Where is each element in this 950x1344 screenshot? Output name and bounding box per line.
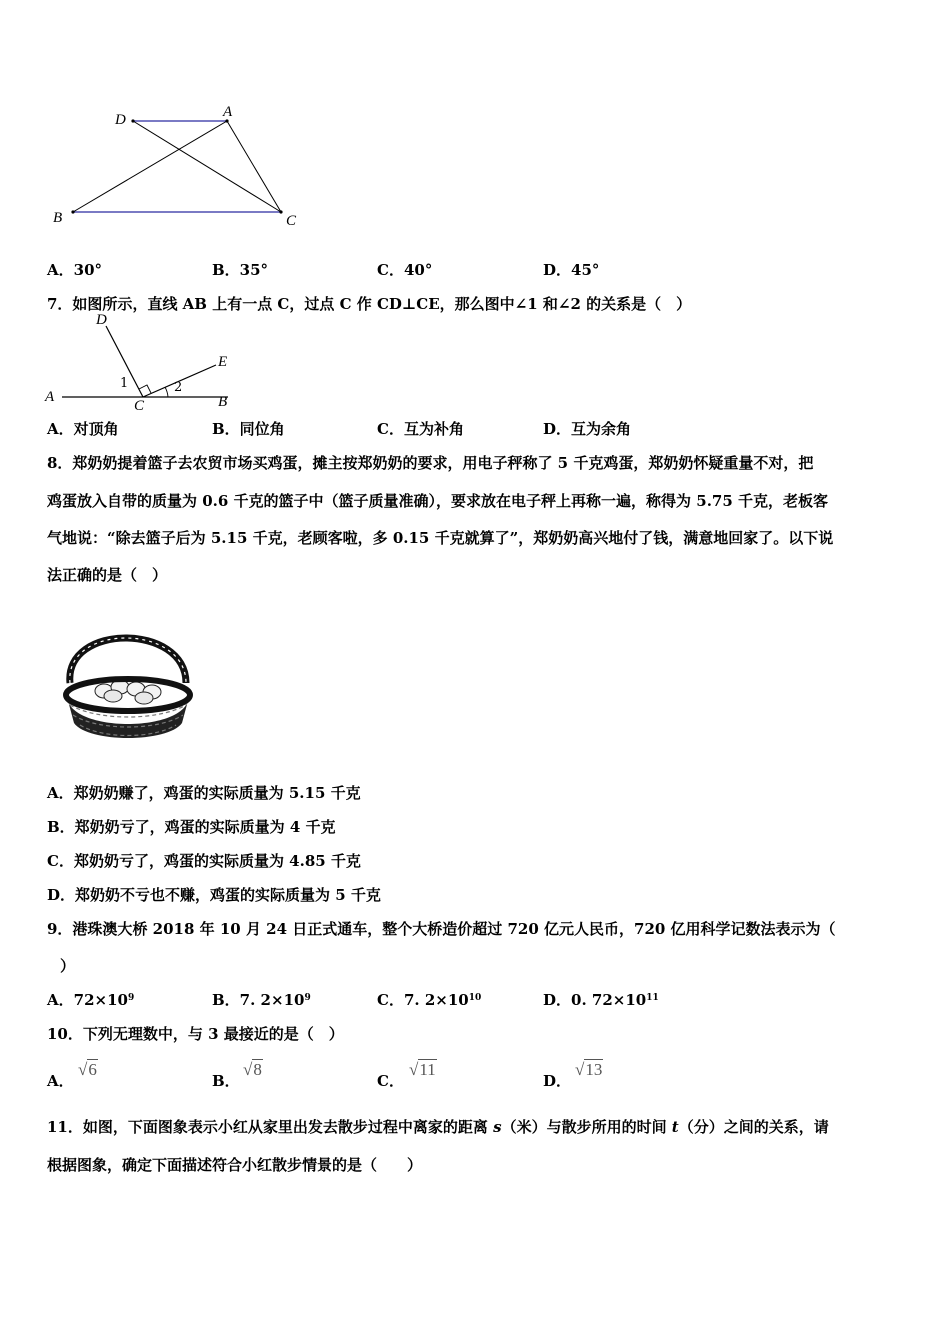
basket-illustration — [58, 603, 198, 748]
label-C: C — [286, 213, 297, 229]
q8-line-2: 鸡蛋放入自带的质量为 0.6 千克的篮子中（篮子质量准确），要求放在电子秤上再称一遍，称得为 5.75 千克，老板客 — [47, 492, 829, 510]
q6-option-b: B．35° — [212, 261, 269, 279]
q8-option-c: C．郑奶奶亏了，鸡蛋的实际质量为 4.85 千克 — [47, 852, 361, 870]
q8-line-3: 气地说：“除去篮子后为 5.15 千克，老顾客啦，多 0.15 千克就算了”，郑奶奶高兴地付了钱，满意地回家了。以下说 — [47, 529, 834, 547]
segment-AC — [227, 121, 281, 212]
q6-option-a: A．30° — [47, 261, 103, 279]
q9-option-a: A．$72\times 10^9$ — [47, 991, 135, 1009]
q7-stem: 7．如图所示，直线 AB 上有一点 C，过点 C 作 CD⊥CE，那么图中∠1 和∠2 的关系是（ ） — [47, 295, 692, 313]
q11-line-2: 根据图象，确定下面描述符合小红散步情景的是（ ） — [47, 1156, 423, 1174]
segment-AB — [73, 121, 227, 212]
q6-figure — [45, 100, 315, 240]
angle-1-label: 1 — [120, 376, 129, 391]
q8-option-a: A．郑奶奶赚了，鸡蛋的实际质量为 5.15 千克 — [47, 784, 361, 802]
q6-geometry — [45, 100, 315, 240]
label-D: D — [96, 312, 107, 328]
q9-line-2: ） — [60, 957, 76, 975]
q10-option-d-sqrt: √13 — [575, 1060, 603, 1079]
q10-option-a-sqrt: √6 — [78, 1060, 97, 1079]
angle-2-arc — [165, 387, 168, 397]
basket-icon — [58, 603, 198, 748]
label-A: A — [45, 389, 55, 405]
q10-option-d: D． — [543, 1072, 572, 1090]
q9-line-1: 9．港珠澳大桥 2018 年 10 月 24 日正式通车，整个大桥造价超过 720 亿元人民币，720 亿用科学记数法表示为（ — [47, 920, 836, 938]
q6-option-c: C．40° — [377, 261, 433, 279]
label-B: B — [53, 210, 63, 226]
label-C: C — [134, 398, 145, 414]
segment-DC — [133, 121, 281, 212]
q8-line-4: 法正确的是（ ） — [47, 566, 168, 584]
q10-stem: 10．下列无理数中，与 3 最接近的是（ ） — [47, 1025, 344, 1043]
q9-option-d: D．0. $72\times 10^{11}$ — [543, 991, 659, 1009]
q11-line-1: 11．如图，下面图象表示小红从家里出发去散步过程中离家的距离 s（米）与散步所用的时间 t（分）之间的关系，请 — [47, 1118, 829, 1136]
q7-option-b: B．同位角 — [212, 420, 285, 438]
q9-option-b: B．7. $2\times 10^9$ — [212, 991, 311, 1009]
q8-option-d: D．郑奶奶不亏也不赚，鸡蛋的实际质量为 5 千克 — [47, 886, 381, 904]
q6-option-d: D．45° — [543, 261, 600, 279]
q10-option-c-sqrt: √11 — [409, 1060, 436, 1079]
q10-option-c: C． — [377, 1072, 404, 1090]
q7-figure — [40, 312, 250, 416]
label-A: A — [223, 104, 233, 120]
q10-option-b: B． — [212, 1072, 240, 1090]
q7-option-c: C．互为补角 — [377, 420, 464, 438]
label-D: D — [115, 112, 126, 128]
q7-option-a: A．对顶角 — [47, 420, 119, 438]
q8-line-1: 8．郑奶奶提着篮子去农贸市场买鸡蛋，摊主按郑奶奶的要求，用电子秤称了 5 千克鸡蛋，郑奶奶怀疑重量不对，把 — [47, 454, 814, 472]
q8-option-b: B．郑奶奶亏了，鸡蛋的实际质量为 4 千克 — [47, 818, 336, 836]
q9-option-c: C．7. $2\times 10^{10}$ — [377, 991, 482, 1009]
q10-option-b-sqrt: √8 — [243, 1060, 262, 1079]
q10-option-a: A． — [47, 1072, 74, 1090]
label-B: B — [218, 394, 228, 410]
label-E: E — [218, 354, 228, 370]
q7-option-d: D．互为余角 — [543, 420, 632, 438]
angle-2-label: 2 — [174, 380, 183, 395]
